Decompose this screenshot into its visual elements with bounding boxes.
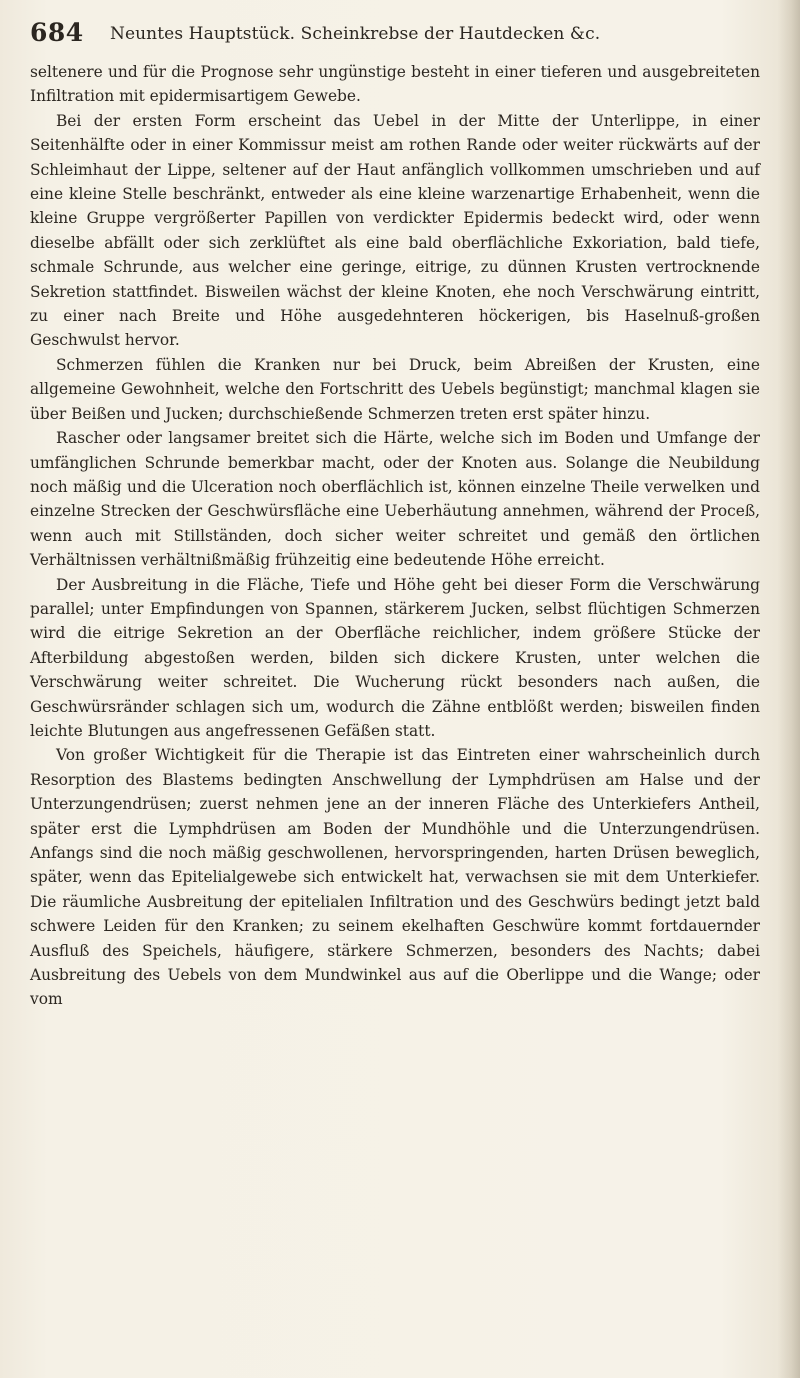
page-number: 684 <box>30 18 84 47</box>
paragraph-ulceration: Der Ausbreitung in die Fläche, Tiefe und Höhe geht bei dieser Form die Verschwärung parallel; unter Empfindungen von Spannen, stärkerem Jucken, selbst flüchtigen Schmerzen wird die eitrige Sekretion an der Oberfläche reichlicher, indem größere Stücke der Afterbildung abgestoßen werden, bilden sich dickere Krusten, unter welchen die Verschwärung weiter schreitet. Die Wucherung rückt besonders nach außen, die Geschwürsränder schlagen sich um, wodurch die Zähne entblößt werden; bisweilen finden leichte Blutungen aus angefressenen Gefäßen statt. <box>30 575 760 740</box>
paragraph-hardening: Rascher oder langsamer breitet sich die Härte, welche sich im Boden und Umfange der umfänglichen Schrunde bemerkbar macht, oder der Knoten aus. Solange die Neubildung noch mäßig und die Ulceration noch oberflächlich ist, können einzelne Theile verwelken und einzelne Strecken der Geschwürsfläche eine Ueberhäutung annehmen, während der Proceß, wenn auch mit Stillständen, doch sicher weiter schreitet und gemäß den örtlichen Verhältnissen verhältnißmäßig frühzeitig eine bedeutende Höhe erreicht. <box>30 429 760 570</box>
paragraph-lymph-glands: Von großer Wichtigkeit für die Therapie ist das Eintreten einer wahrscheinlich durch Resorption des Blastems bedingten Anschwellung der Lymphdrüsen am Halse und der Unterzungendrüsen; zuerst nehmen jene an der inneren Fläche des Unterkiefers Antheil, später erst die Lymphdrüsen am Boden der Mundhöhle und die Unterzungendrüsen. Anfangs sind die noch mäßig geschwollenen, hervorspringenden, harten Drüsen beweglich, später, wenn das Epitelialgewebe sich entwickelt hat, verwachsen sie mit dem Unterkiefer. Die räumliche Ausbreitung der epitelialen Infiltration und des Geschwürs bedingt jetzt bald schwere Leiden für den Kranken; zu seinem ekelhaften Geschwüre kommt fortdauernder Ausfluß des Speichels, häufigere, stärkere Schmerzen, besonders des Nachts; dabei Ausbreitung des Uebels von dem Mundwinkel aus auf die Oberlippe und die Wange; oder vom <box>30 746 760 1009</box>
body-text <box>30 60 760 1012</box>
paragraph-first-form: Bei der ersten Form erscheint das Uebel in der Mitte der Unterlippe, in einer Seitenhälfte oder in einer Kommissur meist am rothen Rande oder weiter rückwärts auf der Schleimhaut der Lippe, seltener auf der Haut anfänglich vollkommen umschrieben und auf eine kleine Stelle beschränkt, entweder als eine kleine warzenartige Erhabenheit, wenn die kleine Gruppe vergrößerter Papillen von verdickter Epidermis bedeckt wird, oder wenn dieselbe abfällt oder sich zerklüftet als eine bald oberflächliche Exkoriation, bald tiefe, schmale Schrunde, aus welcher eine geringe, eitrige, zu dünnen Krusten vertrocknende Sekretion stattfindet. Bisweilen wächst der kleine Knoten, ehe noch Verschwärung eintritt, zu einer nach Breite und Höhe ausgedehnteren höckerigen, bis Haselnuß-großen Geschwulst hervor. <box>30 111 760 350</box>
page-header <box>30 16 770 56</box>
running-head: Neuntes Hauptstück. Scheinkrebse der Hautdecken &c. <box>110 24 601 44</box>
paragraph-continuation: seltenere und für die Prognose sehr ungünstige besteht in einer tieferen und ausgebreiteten Infiltration mit epidermisartigem Gewebe. <box>30 63 760 106</box>
paragraph-pain: Schmerzen fühlen die Kranken nur bei Druck, beim Abreißen der Krusten, eine allgemeine Gewohnheit, welche den Fortschritt des Uebels begünstigt; manchmal klagen sie über Beißen und Jucken; durchschießende Schmerzen treten erst später hinzu. <box>30 355 760 423</box>
page-edge-shadow <box>778 0 800 1378</box>
